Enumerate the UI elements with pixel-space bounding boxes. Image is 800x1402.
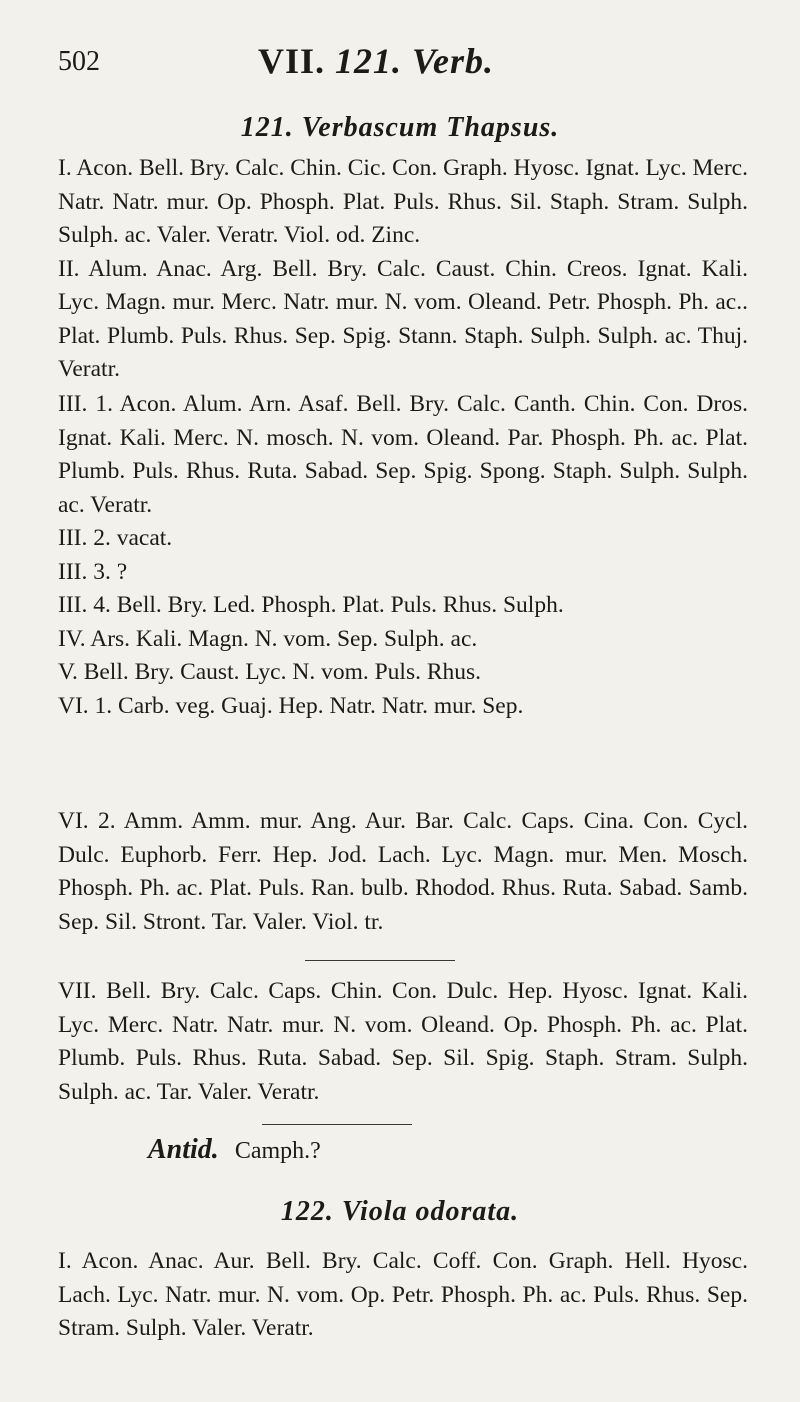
section-121-part-4 — [58, 975, 748, 1115]
antidote-label: Antid. — [148, 1134, 219, 1165]
paragraph-IV: IV. Ars. Kali. Magn. N. vom. Sep. Sulph. ac. — [58, 625, 478, 652]
divider-rule — [305, 960, 455, 961]
paragraph-VI-2: VI. 2. Amm. Amm. mur. Ang. Aur. Bar. Calc. Caps. Cina. Con. Cycl. Dulc. Euphorb. Ferr. Hep. Jod. Lach. Lyc. Magn. mur. Men. Mosch. Phosph. Ph. ac. Plat. Puls. Ran. bulb. Rhodod. Rhus. Ruta. Sabad. Samb. Sep. Sil. Stront. Tar. Valer. Viol. tr. — [58, 808, 748, 935]
paragraph-V: V. Bell. Bry. Caust. Lyc. N. vom. Puls. Rhus. — [58, 659, 482, 685]
paragraph-VI-1: VI. 1. Carb. veg. Guaj. Hep. Natr. Natr. mur. Sep. — [58, 692, 524, 719]
running-title — [258, 40, 494, 82]
running-title-number: 121. — [335, 41, 403, 81]
paragraph-VII: VII. Bell. Bry. Calc. Caps. Chin. Con. Dulc. Hep. Hyosc. Ignat. Kali. Lyc. Merc. Natr. Natr. mur. N. vom. Oleand. Op. Phosph. Ph. ac. Plat. Plumb. Puls. Rhus. Ruta. Sabad. Sep. Sil. Spig. Staph. Stram. Sulph. Sulph. ac. Tar. Valer. Veratr. — [58, 978, 748, 1105]
paragraph-III-1: III. 1. Acon. Alum. Arn. Asaf. Bell. Bry. Calc. Canth. Chin. Con. Dros. Ignat. Kali. Merc. N. mosch. N. vom. Oleand. Par. Phosph. Ph. ac. Plat. Plumb. Puls. Rhus. Ruta. Sabad. Sep. Spig. Spong. Staph. Sulph. Sulph. ac. Veratr. — [58, 391, 748, 518]
paragraph-I: I. Acon. Bell. Bry. Calc. Chin. Cic. Con. Graph. Hyosc. Ignat. Lyc. Merc. Natr. Natr. mur. Op. Phosph. Plat. Puls. Rhus. Sil. Staph. Stram. Sulph. Sulph. ac. Valer. Veratr. Viol. od. Zinc. — [58, 155, 748, 248]
section-title-121: 121. Verbascum Thapsus. — [240, 112, 560, 143]
running-title-part: VII. — [258, 41, 326, 81]
section-title-122: 122. Viola odorata. — [280, 1196, 520, 1227]
running-title-word: Verb. — [412, 41, 495, 81]
page-number: 502 — [58, 46, 100, 77]
paragraph-III-3: III. 3. ? — [58, 558, 128, 585]
antidote-value: Camph.? — [234, 1138, 321, 1164]
antidote-line — [148, 1134, 321, 1166]
section-121-part-3 — [58, 805, 748, 945]
paragraph-III-2: III. 2. vacat. — [58, 525, 173, 551]
section-122-text — [58, 1245, 748, 1355]
running-head — [58, 40, 742, 80]
paragraph-II: II. Alum. Anac. Arg. Bell. Bry. Calc. Caust. Chin. Creos. Ignat. Kali. Lyc. Magn. mur. Merc. Natr. mur. N. vom. Oleand. Petr. Phosph. Ph. ac.. Plat. Plumb. Puls. Rhus. Sep. Spig. Stann. Staph. Sulph. Sulph. ac. Thuj. Veratr. — [58, 255, 748, 382]
divider-rule — [262, 1124, 412, 1125]
paragraph-III-4: III. 4. Bell. Bry. Led. Phosph. Plat. Puls. Rhus. Sulph. — [58, 592, 564, 618]
section-121-part-2 — [58, 388, 748, 804]
paragraph-I: I. Acon. Anac. Aur. Bell. Bry. Calc. Coff. Con. Graph. Hell. Hyosc. Lach. Lyc. Natr. mur. N. vom. Op. Petr. Phosph. Ph. ac. Puls. Rhus. Sep. Stram. Sulph. Valer. Veratr. — [58, 1248, 748, 1341]
section-121-part-1 — [58, 152, 748, 388]
